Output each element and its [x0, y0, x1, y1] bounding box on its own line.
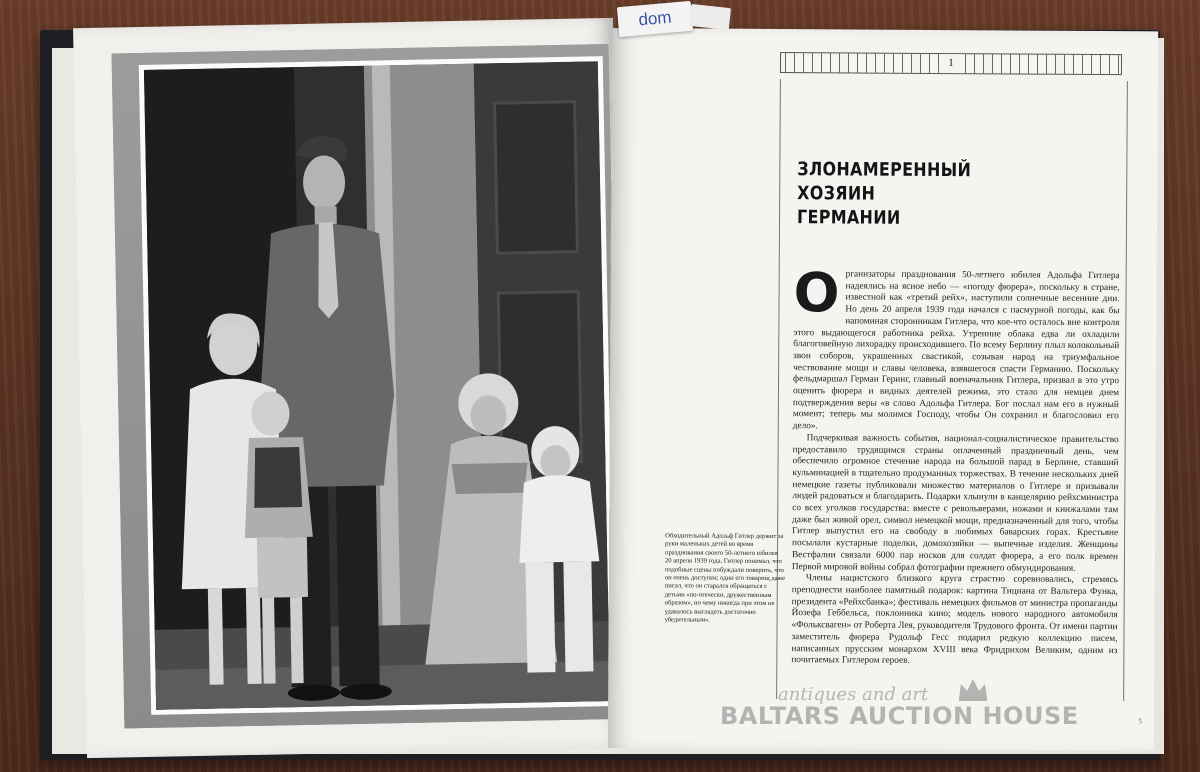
paragraph-1: [792, 261, 1120, 435]
page-number: 5: [1138, 717, 1142, 726]
paper-scrap: [689, 4, 731, 30]
heading-line-2: ХОЗЯИН: [797, 183, 876, 205]
watermark-name: BALTARS AUCTION HOUSE: [720, 702, 1079, 730]
heading-line-1: ЗЛОНАМЕРЕННЫЙ: [797, 159, 972, 182]
chapter-number: 1: [939, 54, 963, 73]
paragraph-1-text: рганизаторы празднования 50-летнего юбилея Адольфа Гитлера надеялись на ясное небо — «погоду фюрера», поскольку в стране, известной как «третий рейх», наступили солнечные весенние дни. Но день 20 апреля 1939 года начался с пасмурной погоды, как бы напоминая сторонникам Гитлера, что кое-что осталось вне контроля этого выдающегося работника рейха. Утренние облака едва ли охладили благоговейную лихорадку происходившего. По всему Берлину плыл колокольный звон соборов, украшенных свастикой, созывая народ на триумфальное чествование мощи и славы человека, взявшегося спасти Германию. Поскольку фельдмаршал Герман Геринг, главный военачальник Гитлера, призвал в это утро оценить фюрера и видных деятелей режима, это стало для немцев днем подтверждения веры «в слово Адольфа Гитлера. Бог послал нам его в нужный момент; теперь мы молимся Господу, чтобы Он сохранил и благословил его дело».: [792, 269, 1120, 432]
drop-cap: О: [793, 261, 840, 325]
bookmark-slip: dom: [617, 1, 693, 37]
paragraph-2: Подчеркивая важность события, национал-социалистическое правительство предоставило трудящимся страны оплаченный праздничный день, чем обеспечило огромное стечение народа на большой парад в Берлине, ставший кульминацией в тщательно продуманных торжествах. В течение нескольких дней немецкие газеты публиковали множество материалов о Гитлере и призывали людей радоваться и благодарить. Подарки хлынули в канцелярию рейхсминистра со всех уголков государства: вместе с револьверами, ножами и кинжалами там даже был живой орел, символ немецкой мощи, предназначенный для того, чтобы Гитлер выпустил его на свободу в любимых баварских горах. Крестьяне посылали кустарные поделки, домохозяйки — выпечные изделия. Женщины Вестфалии связали 6000 пар носков для солдат фюрера, а его полк времен Первой мировой войны собрал фотографии прежнего обмундирования.: [791, 433, 1119, 574]
chapter-heading: [797, 158, 971, 231]
text-column: [776, 79, 1128, 701]
right-page: [608, 28, 1158, 751]
watermark-tagline: antiques and art: [778, 684, 929, 705]
black-and-white-photo: [144, 61, 610, 710]
photo-frame: [139, 56, 615, 715]
photo-mat: [112, 44, 622, 728]
paragraph-3: Члены нацистского близкого круга страстно соревновались, стремясь преподнести наиболее памятный подарок: картина Тициана от Вальтера Функа, президента «Рейхсбанка»; фестиваль немецких фильмов от министра пропаганды Йозефа Геббельса, поклонника кино; модель нового народного автомобиля «Фольксваген» от Роберта Лея, руководителя Трудового фронта. От имени партии заместитель фюрера Рудольф Гесс подарил редкую коллекцию писем, написанных прусским монархом XVIII века Фридрихом Великим, одним из почитаемых Гитлером героев.: [791, 573, 1118, 667]
article-body: [791, 261, 1120, 669]
left-page: [73, 18, 627, 758]
heading-line-3: ГЕРМАНИИ: [796, 207, 901, 229]
photo-caption: Обходительный Адольф Гитлер держит за руки маленьких детей во время празднования своего 50-летнего юбилея 20 апреля 1939 года. Гитлер понимал, что подобные сцены побуждали поверить, что он очень доступен; один его товарищ даже писал, что он старался обращаться с детьми «по-отечески, дружественным образом», но чему никогда при этом не удавалось выглядеть достаточно убедительным».: [664, 532, 786, 624]
chapter-ornament: [780, 52, 1122, 75]
